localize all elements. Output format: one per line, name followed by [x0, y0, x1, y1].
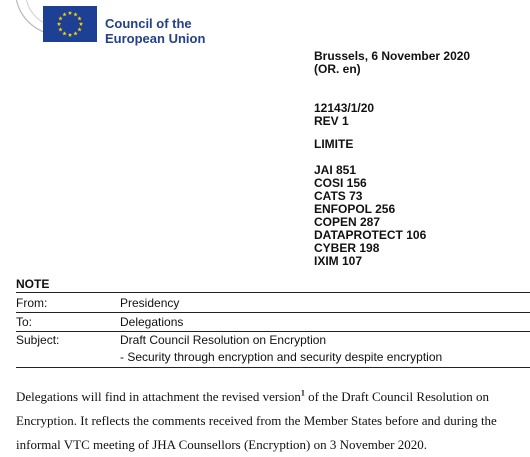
- to-value: Delegations: [120, 315, 184, 329]
- code-item: DATAPROTECT 106: [314, 228, 427, 242]
- document-number: 12143/1/20: [314, 101, 375, 115]
- body-line: [16, 385, 526, 409]
- classification-block: [314, 138, 353, 151]
- body-line: Encryption. It reflects the comments received from the Member States before and during the: [16, 413, 497, 428]
- footnote-marker[interactable]: 1: [300, 388, 305, 398]
- code-item: ENFOPOL 256: [314, 202, 396, 216]
- divider: [16, 367, 530, 368]
- original-language: (OR. en): [314, 62, 361, 76]
- document-reference: [314, 102, 374, 128]
- subject-label: Subject:: [16, 333, 60, 347]
- divider: [16, 331, 530, 332]
- body-text: of the Draft Council Resolution on: [304, 389, 489, 404]
- org-name-line1: Council of the: [105, 16, 192, 31]
- eu-flag-logo: [43, 6, 97, 42]
- note-title: NOTE: [16, 277, 50, 291]
- revision-number: REV 1: [314, 114, 349, 128]
- body-paragraph: [16, 385, 526, 457]
- from-label: From:: [16, 296, 48, 310]
- classification: LIMITE: [314, 137, 354, 151]
- code-item: COSI 156: [314, 176, 367, 190]
- code-item: CYBER 198: [314, 241, 380, 255]
- org-name-line2: European Union: [105, 31, 206, 46]
- subject-line1: Draft Council Resolution on Encryption: [120, 333, 327, 347]
- place-date-block: [314, 50, 470, 76]
- code-item: IXIM 107: [314, 254, 363, 268]
- code-item: COPEN 287: [314, 215, 381, 229]
- subject-line2: - Security through encryption and security despite encryption: [120, 350, 443, 364]
- code-item: JAI 851: [314, 163, 357, 177]
- body-text: Delegations will find in attachment the revised version: [16, 389, 301, 404]
- eu-flag-icon: [43, 6, 97, 42]
- classification-codes: [314, 164, 426, 268]
- place-date: Brussels, 6 November 2020: [314, 49, 471, 63]
- from-value: Presidency: [120, 296, 180, 310]
- code-item: CATS 73: [314, 189, 363, 203]
- to-label: To:: [16, 315, 33, 329]
- body-line: informal VTC meeting of JHA Counsellors (Encryption) on 3 November 2020.: [16, 437, 428, 452]
- organization-name: [105, 16, 205, 46]
- divider: [16, 292, 530, 293]
- divider: [16, 312, 530, 313]
